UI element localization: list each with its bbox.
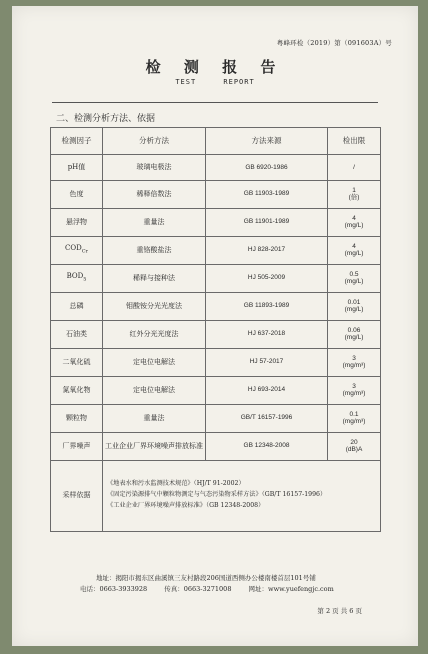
- header-method: 分析方法: [103, 128, 206, 155]
- cell-method: 玻璃电极法: [103, 155, 206, 181]
- table-row: [51, 208, 381, 236]
- limit-unit: (mg/L): [344, 306, 364, 313]
- limit-unit: (mg/m³): [342, 390, 366, 397]
- cell-factor: [51, 208, 103, 236]
- cell-factor: [51, 155, 103, 181]
- cell-source: HJ 505-2009: [206, 264, 328, 292]
- cell-limit: [328, 320, 381, 348]
- cell-factor: [51, 292, 103, 320]
- table-row: [51, 236, 381, 264]
- limit-value: 20: [350, 438, 358, 446]
- header-factor: 检测因子: [51, 128, 103, 155]
- cell-limit: [328, 292, 381, 320]
- cell-source: HJ 693-2014: [206, 376, 328, 404]
- cell-limit: [328, 180, 381, 208]
- factor-text: pH值: [67, 163, 86, 172]
- table-row: [51, 180, 381, 208]
- limit-unit: (mg/m³): [342, 418, 366, 425]
- cell-method: 稀释与接种法: [103, 264, 206, 292]
- cell-limit: [328, 404, 381, 432]
- footer-contact: [80, 584, 348, 593]
- cell-factor: [51, 404, 103, 432]
- table-row: [51, 348, 381, 376]
- cell-method: 红外分光光度法: [103, 320, 206, 348]
- cell-method: 定电位电解法: [103, 348, 206, 376]
- cell-method: 稀释倍数法: [103, 180, 206, 208]
- methods-table: [50, 127, 381, 532]
- cell-source: HJ 57-2017: [206, 348, 328, 376]
- factor-text: 色度: [69, 189, 84, 198]
- footer-website[interactable]: 网址：www.yuefengjc.com: [248, 585, 334, 593]
- limit-value: 1: [352, 186, 356, 194]
- cell-limit: [328, 155, 381, 181]
- factor-text: COD: [65, 244, 82, 253]
- basis-row: [51, 460, 381, 531]
- cell-factor: [51, 264, 103, 292]
- report-subtitle: TEST REPORT: [175, 78, 255, 86]
- footer-fax: 传真：0663-3271008: [164, 585, 232, 593]
- cell-factor: [51, 348, 103, 376]
- header-limit: 检出限: [328, 128, 381, 155]
- report-page: [12, 6, 418, 646]
- cell-method: 重量法: [103, 208, 206, 236]
- limit-unit: (dB)A: [345, 446, 363, 453]
- limit-unit: (倍): [348, 194, 360, 201]
- header-source: 方法来源: [206, 128, 328, 155]
- limit-value: 3: [352, 382, 356, 390]
- footer-phone: 电话：0663-3933928: [80, 585, 148, 593]
- cell-factor: [51, 236, 103, 264]
- factor-text: 总磷: [69, 301, 84, 310]
- limit-value: 3: [352, 354, 356, 362]
- limit-unit: (mg/L): [344, 334, 364, 341]
- cell-source: GB 6920-1986: [206, 155, 328, 181]
- cell-method: 重铬酸盐法: [103, 236, 206, 264]
- table-row: [51, 292, 381, 320]
- cell-source: GB/T 16157-1996: [206, 404, 328, 432]
- table-row: [51, 264, 381, 292]
- table-row: [51, 320, 381, 348]
- factor-subscript: Cr: [81, 248, 88, 255]
- cell-source: GB 11893-1989: [206, 292, 328, 320]
- limit-value: 0.5: [349, 270, 359, 278]
- cell-method: 钼酸铵分光光度法: [103, 292, 206, 320]
- cell-source: GB 12348-2008: [206, 432, 328, 460]
- table-row: [51, 155, 381, 181]
- factor-text: 颗粒物: [66, 413, 87, 422]
- cell-source: GB 11903-1989: [206, 180, 328, 208]
- basis-item: 《地表水和污水监测技术规范》（HJ/T 91-2002）: [107, 480, 245, 488]
- limit-unit: (mg/L): [344, 222, 364, 229]
- cell-limit: [328, 264, 381, 292]
- limit-value: 0.06: [347, 326, 361, 334]
- factor-subscript: 5: [83, 276, 87, 283]
- basis-item: 《工业企业厂界环境噪声排放标准》（GB 12348-2008）: [107, 501, 265, 509]
- cell-method: 工业企业厂界环境噪声排放标准: [103, 432, 206, 460]
- cell-method: 定电位电解法: [103, 376, 206, 404]
- cell-limit: [328, 348, 381, 376]
- factor-text: 悬浮物: [66, 217, 87, 226]
- factor-text: BOD: [66, 272, 84, 281]
- section-title: 二、检测分析方法、依据: [56, 114, 156, 124]
- cell-limit: [328, 236, 381, 264]
- table-header-row: [51, 128, 381, 155]
- factor-text: 氮氧化物: [62, 385, 91, 394]
- cell-method: 重量法: [103, 404, 206, 432]
- footer-address: 地址：揭阳市揭东区曲溪镇三友村路段206国道西侧办公楼南楼首层101号铺: [96, 574, 316, 582]
- limit-unit: (mg/L): [344, 250, 364, 257]
- page-number: 第 2 页 共 6 页: [317, 607, 362, 615]
- limit-value: 4: [352, 214, 356, 222]
- cell-limit: [328, 376, 381, 404]
- table-row: [51, 432, 381, 460]
- cell-factor: [51, 180, 103, 208]
- basis-label: 采样依据: [51, 460, 103, 531]
- table-row: [51, 404, 381, 432]
- limit-value: 0.01: [347, 298, 361, 306]
- cell-limit: [328, 432, 381, 460]
- limit-value: /: [353, 163, 355, 171]
- basis-item: 《固定污染源排气中颗粒物测定与气态污染物采样方法》（GB/T 16157-1996）: [107, 491, 327, 499]
- basis-content: [103, 460, 381, 531]
- header-divider: [52, 102, 378, 103]
- factor-text: 二氧化硫: [62, 357, 91, 366]
- factor-text: 厂界噪声: [62, 441, 91, 450]
- cell-factor: [51, 320, 103, 348]
- limit-unit: (mg/L): [344, 278, 364, 285]
- cell-source: HJ 828-2017: [206, 236, 328, 264]
- cell-source: HJ 637-2018: [206, 320, 328, 348]
- cell-source: GB 11901-1989: [206, 208, 328, 236]
- cell-factor: [51, 376, 103, 404]
- report-title: 检 测 报 告: [145, 58, 285, 76]
- cell-factor: [51, 432, 103, 460]
- limit-value: 4: [352, 242, 356, 250]
- limit-value: 0.1: [349, 410, 359, 418]
- table-row: [51, 376, 381, 404]
- cell-limit: [328, 208, 381, 236]
- limit-unit: (mg/m³): [342, 362, 366, 369]
- report-number: 粤峰环检（2019）第（091603A）号: [276, 39, 392, 47]
- factor-text: 石油类: [66, 329, 87, 338]
